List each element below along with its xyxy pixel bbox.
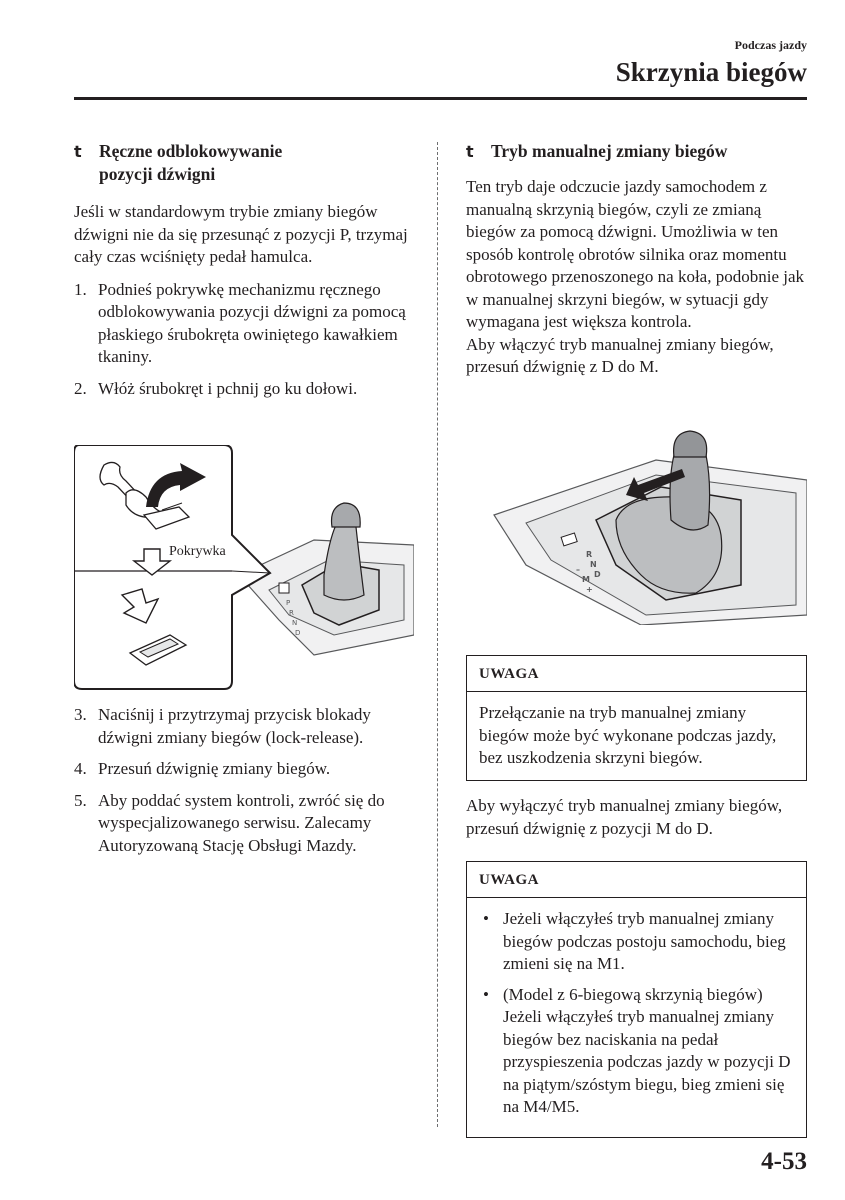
step-text: Podnieś pokrywkę mechanizmu ręcznego odblokowywania pozycji dźwigni za pomocą płaskiego śrubokręta owiniętego kawałkiem tkaniny.	[98, 279, 406, 366]
page-number: 4-53	[761, 1148, 807, 1175]
left-heading-line1: Ręczne odblokowywanie	[99, 141, 283, 161]
step-number: 1.	[74, 279, 87, 299]
manual-mode-paragraph: Ten tryb daje odczucie jazdy samochodem z manualną skrzynią biegów, czyli ze zmianą biegów za pomocą dźwigni. Umożliwia w ten sposób kontrolę obrotów silnika oraz momentu obrotowego przenoszonego na koła, podobnie jak w manualnej skrzyni biegów, w sytuacji gdy wymagana jest większa kontrola.	[466, 177, 805, 331]
svg-text:D: D	[295, 629, 301, 637]
svg-text:N: N	[292, 619, 298, 627]
gear-plus: +	[586, 585, 593, 594]
running-header-section: Podczas jazdy	[734, 38, 807, 52]
section-marker-icon: t	[74, 142, 82, 161]
gear-m: M	[582, 575, 590, 584]
manual-mode-illustration	[466, 425, 807, 625]
manual-release-illustration	[74, 445, 414, 690]
bullet-text: Jeżeli włączyłeś tryb manualnej zmiany biegów podczas postoju samochodu, bieg zmieni się na M1.	[503, 909, 786, 973]
left-column-top	[74, 140, 414, 409]
svg-text:R: R	[289, 609, 294, 617]
step-text: Włóż śrubokręt i pchnij go ku dołowi.	[98, 378, 358, 398]
list-item	[74, 758, 414, 781]
list-item	[74, 790, 414, 858]
section-marker-icon: t	[466, 142, 474, 161]
disable-manual-paragraph: Aby wyłączyć tryb manualnej zmiany biegów, przesuń dźwignię z pozycji M do D.	[466, 796, 783, 838]
steps-list-b	[74, 704, 414, 857]
bullet-icon: •	[483, 984, 489, 1004]
gear-r: R	[586, 550, 593, 559]
step-text: Aby poddać system kontroli, zwróć się do wyspecjalizowanego serwisu. Zalecamy Autoryzowaną Stację Obsługi Mazdy.	[98, 790, 385, 855]
right-column-top	[466, 140, 807, 379]
step-number: 5.	[74, 790, 87, 810]
step-number: 4.	[74, 759, 87, 778]
cover-label: Pokrywka	[169, 544, 226, 559]
step-number: 2.	[74, 378, 87, 398]
enable-manual-paragraph: Aby włączyć tryb manualnej zmiany biegów, przesuń dźwignię z D do M.	[466, 334, 774, 376]
list-item	[479, 908, 794, 976]
caution-title: UWAGA	[467, 656, 806, 692]
left-heading-line2: pozycji dźwigni	[99, 164, 216, 184]
step-number: 3.	[74, 705, 87, 724]
list-item	[74, 279, 414, 369]
caution-box-2	[466, 861, 807, 1138]
list-item	[74, 704, 414, 749]
list-item	[479, 984, 794, 1119]
gear-minus: –	[576, 565, 580, 574]
caution-body	[467, 898, 806, 1137]
caution-text: Przełączanie na tryb manualnej zmiany biegów może być wykonane podczas jazdy, bez uszkodzenia skrzyni biegów.	[479, 703, 777, 767]
right-heading-text: Tryb manualnej zmiany biegów	[491, 141, 728, 161]
list-item	[74, 378, 414, 401]
left-section-heading	[74, 140, 414, 186]
step-text: Przesuń dźwignię zmiany biegów.	[98, 759, 331, 778]
caution-title: UWAGA	[467, 862, 806, 898]
caution-box-1	[466, 655, 807, 781]
caution-bullets	[479, 908, 794, 1119]
header-rule	[74, 97, 807, 100]
left-intro-paragraph: Jeśli w standardowym trybie zmiany biegów dźwigni nie da się przesunąć z pozycji P, trzymaj cały czas wciśnięty pedał hamulca.	[74, 202, 408, 266]
shift-console-drawing	[239, 503, 414, 655]
bullet-text: (Model z 6-biegową skrzynią biegów) Jeżeli włączyłeś tryb manualnej zmiany biegów bez naciskania na pedał przyspieszenia podczas jazdy w pozycji D na piątym/szóstym biegu, bieg zmieni się na M4/M5.	[503, 984, 791, 1116]
right-column-middle	[466, 795, 807, 840]
left-column-bottom	[74, 704, 414, 866]
bullet-icon: •	[483, 909, 489, 928]
page-title: Skrzynia biegów	[615, 57, 807, 87]
right-section-heading	[466, 140, 807, 163]
steps-list-a	[74, 279, 414, 401]
gear-d: D	[594, 570, 601, 579]
column-divider	[437, 142, 438, 1127]
step-text: Naciśnij i przytrzymaj przycisk blokady dźwigni zmiany biegów (lock-release).	[98, 705, 371, 747]
svg-text:P: P	[286, 599, 291, 607]
gear-n: N	[590, 560, 597, 569]
